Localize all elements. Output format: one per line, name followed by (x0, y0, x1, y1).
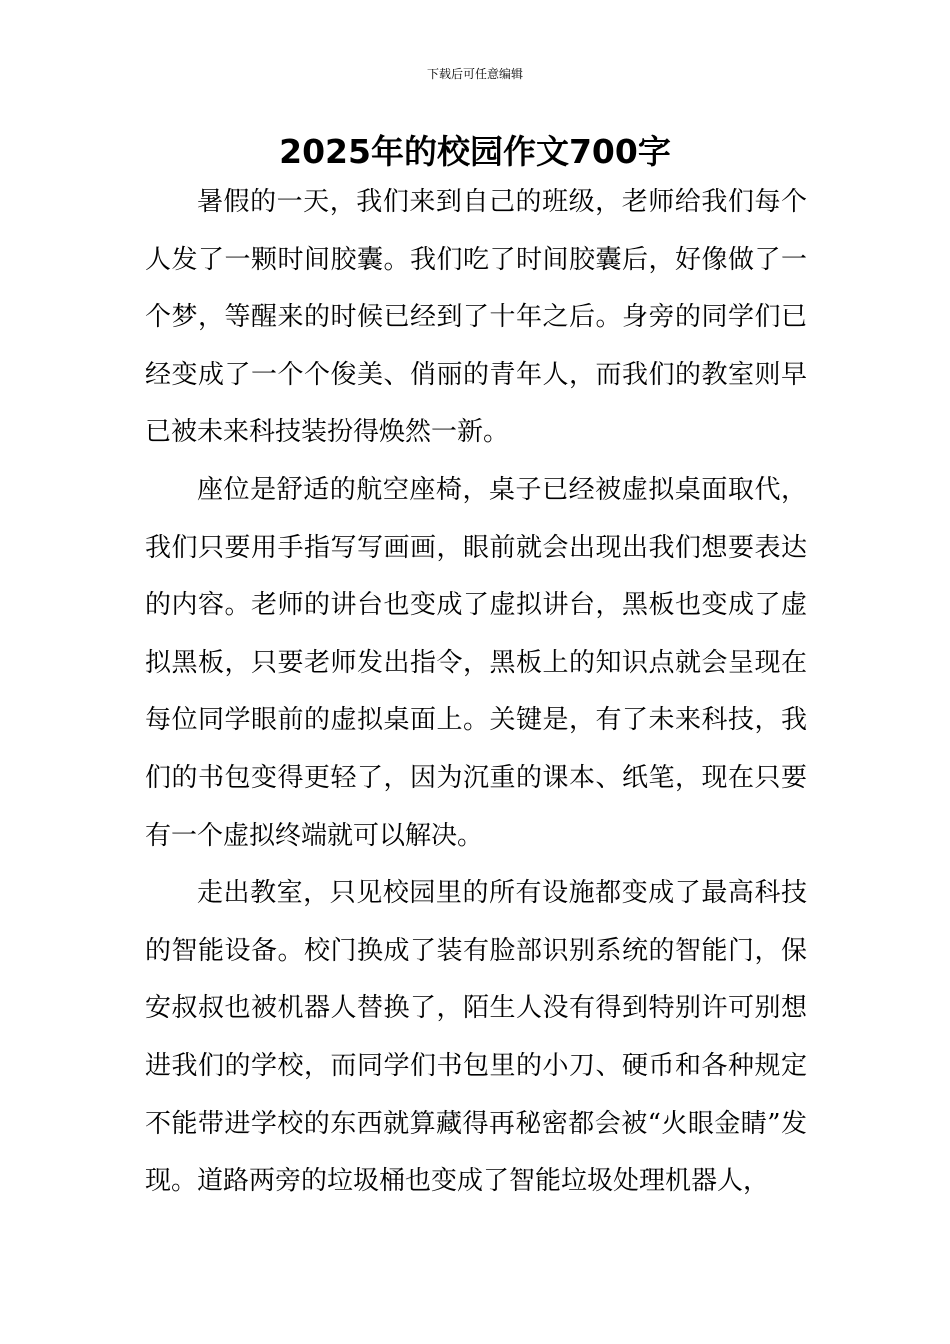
document-body (145, 174, 807, 1211)
paragraph: 座位是舒适的航空座椅，桌子已经被虚拟桌面取代，我们只要用手指写写画画，眼前就会出现出我们想要表达的内容。老师的讲台也变成了虚拟讲台，黑板也变成了虚拟黑板，只要老师发出指令，黑板上的知识点就会呈现在每位同学眼前的虚拟桌面上。关键是，有了未来科技，我们的书包变得更轻了，因为沉重的课本、纸笔，现在只要有一个虚拟终端就可以解决。 (145, 474, 807, 851)
header-note: 下载后可任意编辑 (426, 67, 523, 81)
paragraph: 暑假的一天，我们来到自己的班级，老师给我们每个人发了一颗时间胶囊。我们吃了时间胶囊后，好像做了一个梦，等醒来的时候已经到了十年之后。身旁的同学们已经变成了一个个俊美、俏丽的青年人，而我们的教室则早已被未来科技装扮得焕然一新。 (145, 187, 807, 448)
document-title: 2025年的校园作文700字 (279, 132, 671, 171)
paragraph: 走出教室，只见校园里的所有设施都变成了最高科技的智能设备。校门换成了装有脸部识别系统的智能门，保安叔叔也被机器人替换了，陌生人没有得到特别许可别想进我们的学校，而同学们书包里的小刀、硬币和各种规定不能带进学校的东西就算藏得再秘密都会被“火眼金睛”发现。道路两旁的垃圾桶也变成了智能垃圾处理机器人， (145, 878, 807, 1197)
